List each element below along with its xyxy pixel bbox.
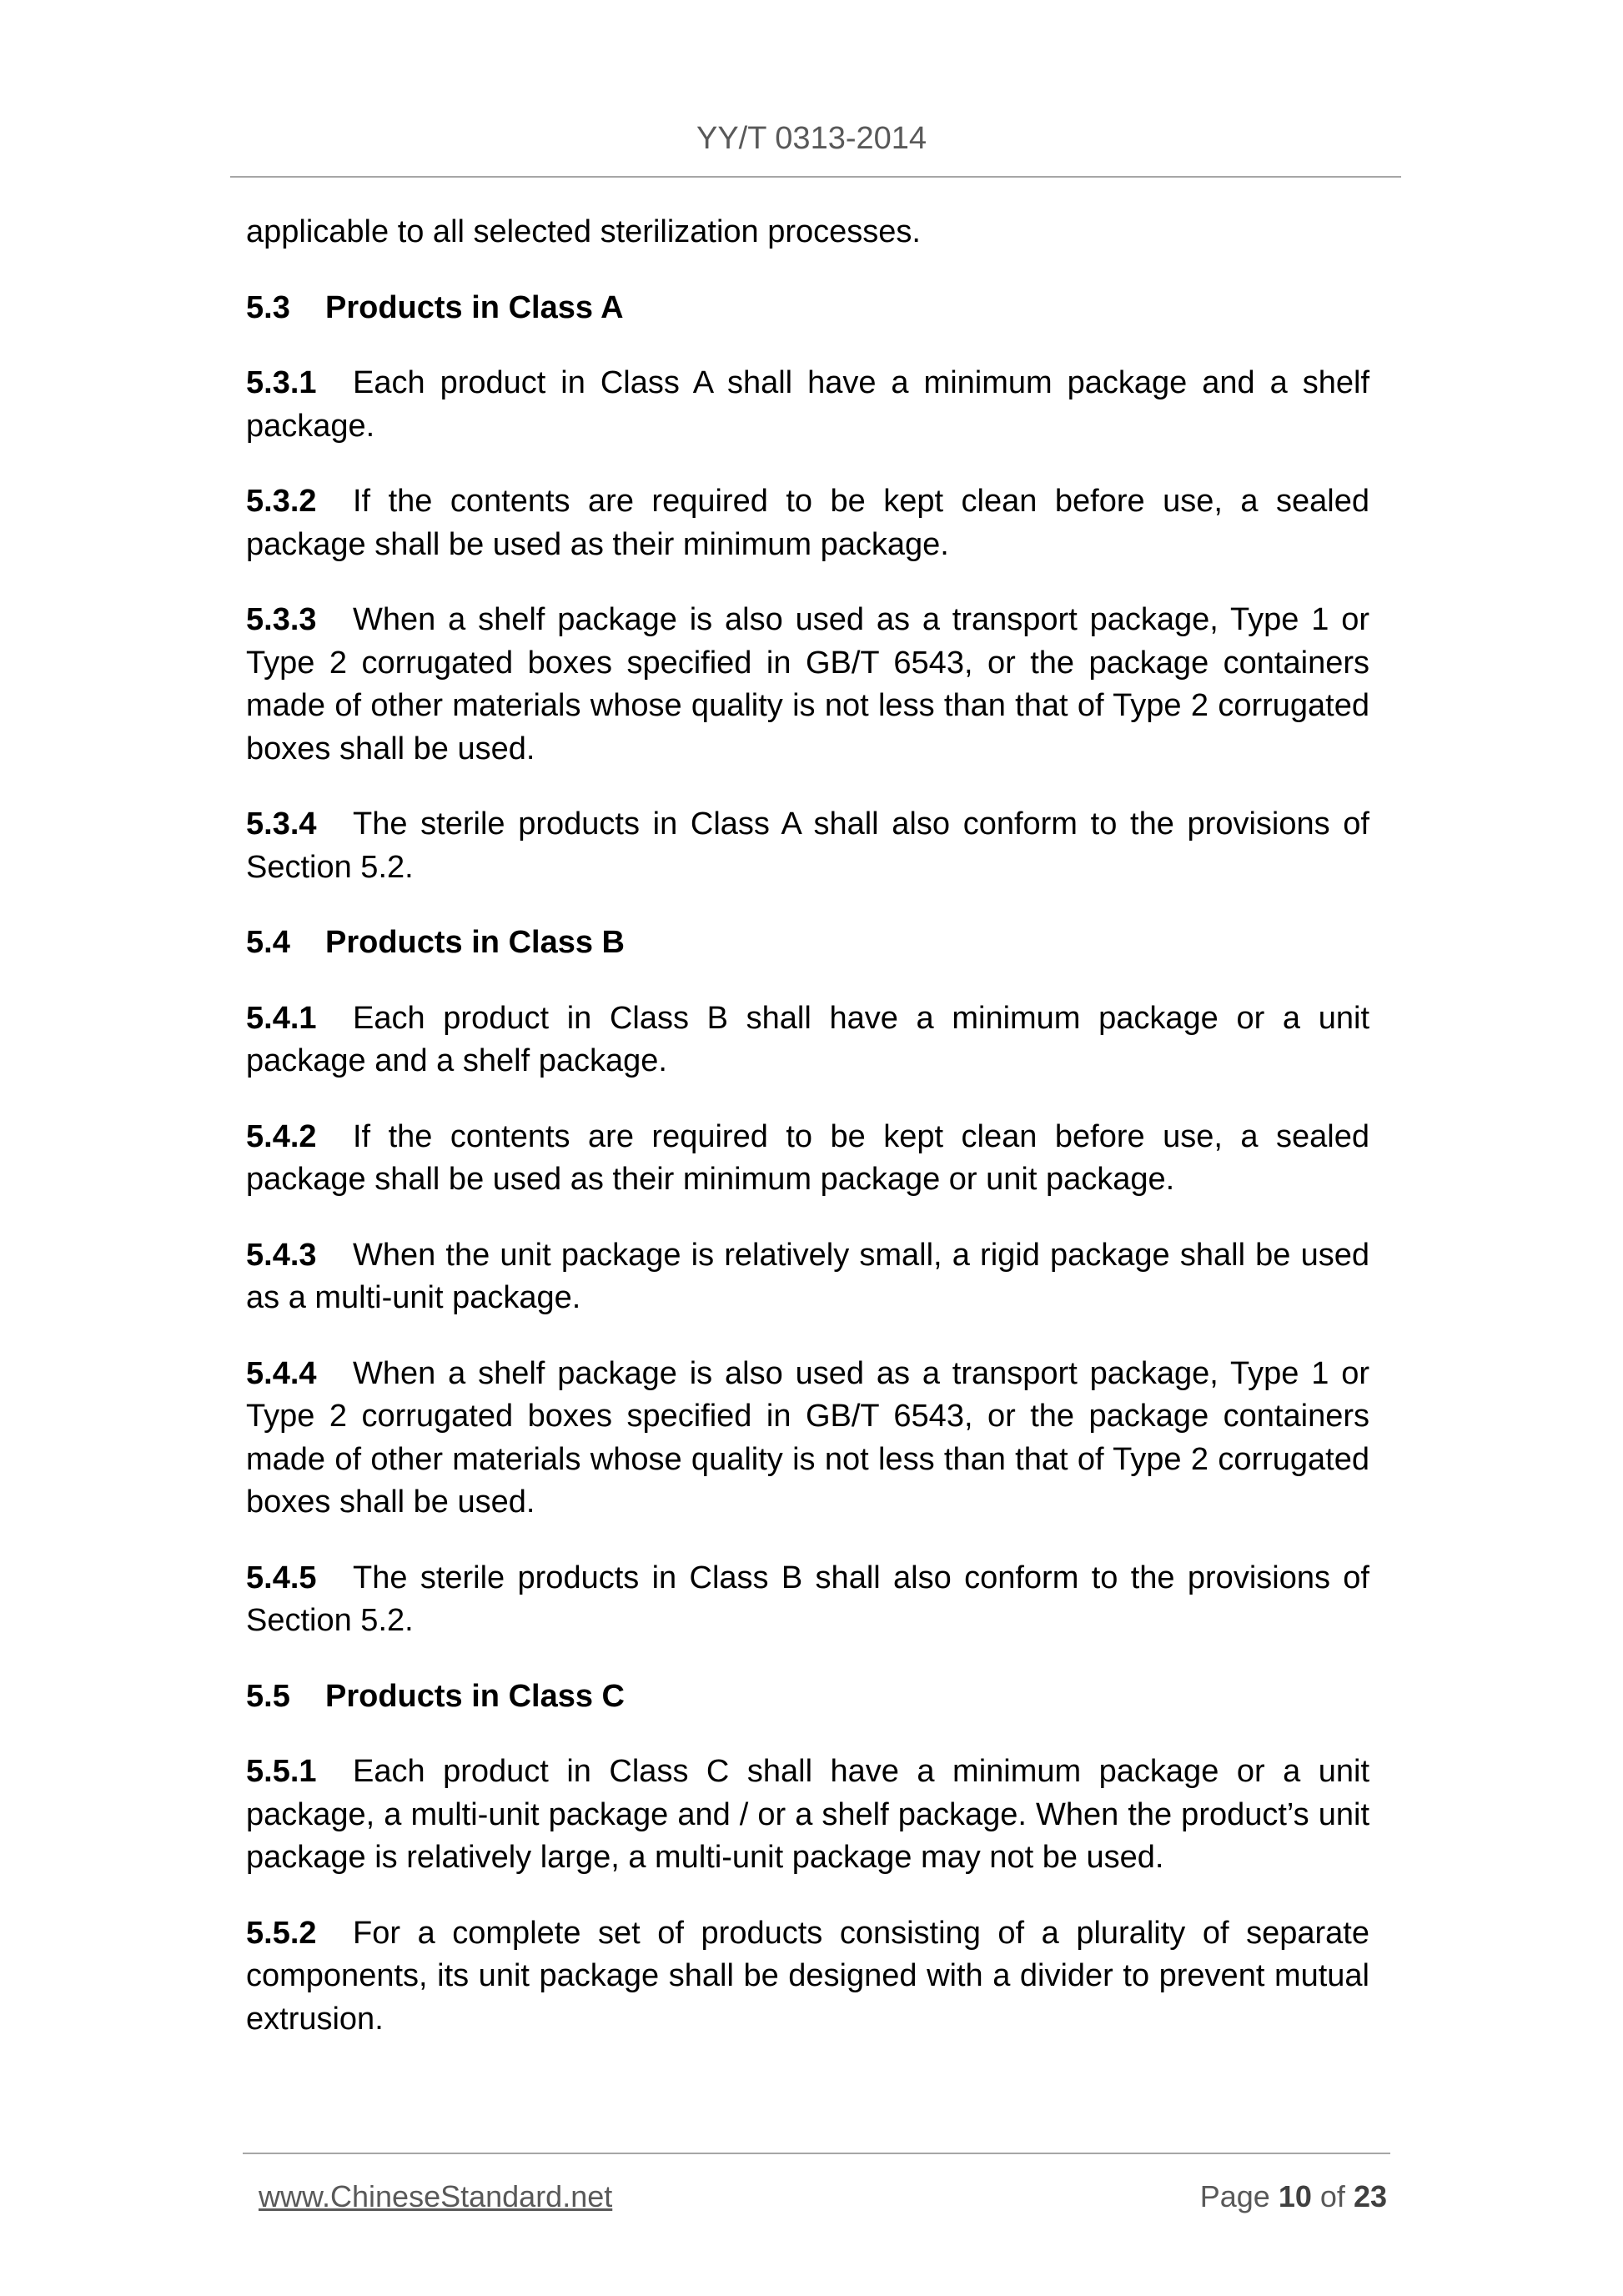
section-title: Products in Class A xyxy=(325,289,624,325)
clause-5-4-3 xyxy=(246,1234,1369,1320)
clause-number: 5.4.4 xyxy=(246,1355,317,1391)
clause-5-3-1 xyxy=(246,362,1369,448)
clause-5-4-1 xyxy=(246,997,1369,1083)
clause-text: Each product in Class C shall have a minimum package or a unit package, a multi-unit package and / or a shelf package. When the product’s unit package is relatively large, a multi-unit package may not be used. xyxy=(246,1754,1369,1875)
clause-number: 5.4.1 xyxy=(246,1000,317,1036)
clause-5-5-1 xyxy=(246,1751,1369,1880)
clause-5-4-4 xyxy=(246,1353,1369,1525)
header-divider xyxy=(230,176,1401,178)
page-label: Page xyxy=(1199,2179,1270,2213)
page-current: 10 xyxy=(1278,2179,1312,2213)
clause-text: When a shelf package is also used as a transport package, Type 1 or Type 2 corrugated boxes specified in GB/T 6543, or the package containers made of other materials whose quality is not less than that of Type 2 corrugated boxes shall be used. xyxy=(246,1355,1369,1520)
clause-number: 5.5.2 xyxy=(246,1915,317,1951)
clause-text: If the contents are required to be kept clean before use, a sealed package shall be used as their minimum package. xyxy=(246,484,1369,562)
clause-5-4-5 xyxy=(246,1557,1369,1643)
website-link[interactable]: www.ChineseStandard.net xyxy=(259,2179,613,2213)
section-number: 5.3 xyxy=(246,289,290,325)
document-body xyxy=(246,211,1369,2073)
clause-text: When the unit package is relatively small, a rigid package shall be used as a multi-unit package. xyxy=(246,1237,1369,1315)
footer-divider xyxy=(243,2153,1390,2154)
clause-5-3-2 xyxy=(246,480,1369,566)
clause-text: The sterile products in Class B shall also conform to the provisions of Section 5.2. xyxy=(246,1560,1369,1638)
document-code-header: YY/T 0313-2014 xyxy=(696,121,927,156)
page-of: of xyxy=(1319,2179,1345,2213)
clause-text: If the contents are required to be kept clean before use, a sealed package shall be used as their minimum package or unit package. xyxy=(246,1118,1369,1197)
clause-number: 5.3.1 xyxy=(246,365,317,400)
clause-text: For a complete set of products consisting of a plurality of separate components, its unit package shall be designed with a divider to prevent mutual extrusion. xyxy=(246,1915,1369,2037)
page-indicator xyxy=(1200,2178,1387,2215)
clause-number: 5.3.4 xyxy=(246,806,317,842)
clause-text: When a shelf package is also used as a transport package, Type 1 or Type 2 corrugated boxes specified in GB/T 6543, or the package containers made of other materials whose quality is not less than that of Type 2 corrugated boxes shall be used. xyxy=(246,602,1369,766)
clause-number: 5.4.5 xyxy=(246,1560,317,1595)
clause-text: Each product in Class B shall have a minimum package or a unit package and a shelf package. xyxy=(246,1000,1369,1078)
intro-line: applicable to all selected sterilization processes. xyxy=(246,214,921,249)
clause-5-4-2 xyxy=(246,1116,1369,1202)
clause-text: The sterile products in Class A shall also conform to the provisions of Section 5.2. xyxy=(246,806,1369,885)
clause-number: 5.3.3 xyxy=(246,602,317,637)
section-title: Products in Class B xyxy=(325,925,625,960)
clause-5-3-4 xyxy=(246,803,1369,889)
clause-number: 5.5.1 xyxy=(246,1754,317,1789)
page-total: 23 xyxy=(1353,2179,1387,2213)
section-heading-5-3 xyxy=(246,287,1369,330)
clause-5-3-3 xyxy=(246,599,1369,771)
section-title: Products in Class C xyxy=(325,1678,625,1714)
clause-5-5-2 xyxy=(246,1912,1369,2042)
clause-number: 5.4.2 xyxy=(246,1118,317,1154)
clause-number: 5.3.2 xyxy=(246,484,317,519)
section-heading-5-5 xyxy=(246,1676,1369,1719)
section-number: 5.4 xyxy=(246,925,290,960)
section-heading-5-4 xyxy=(246,922,1369,965)
clause-number: 5.4.3 xyxy=(246,1237,317,1273)
clause-text: Each product in Class A shall have a minimum package and a shelf package. xyxy=(246,365,1369,444)
section-number: 5.5 xyxy=(246,1678,290,1714)
